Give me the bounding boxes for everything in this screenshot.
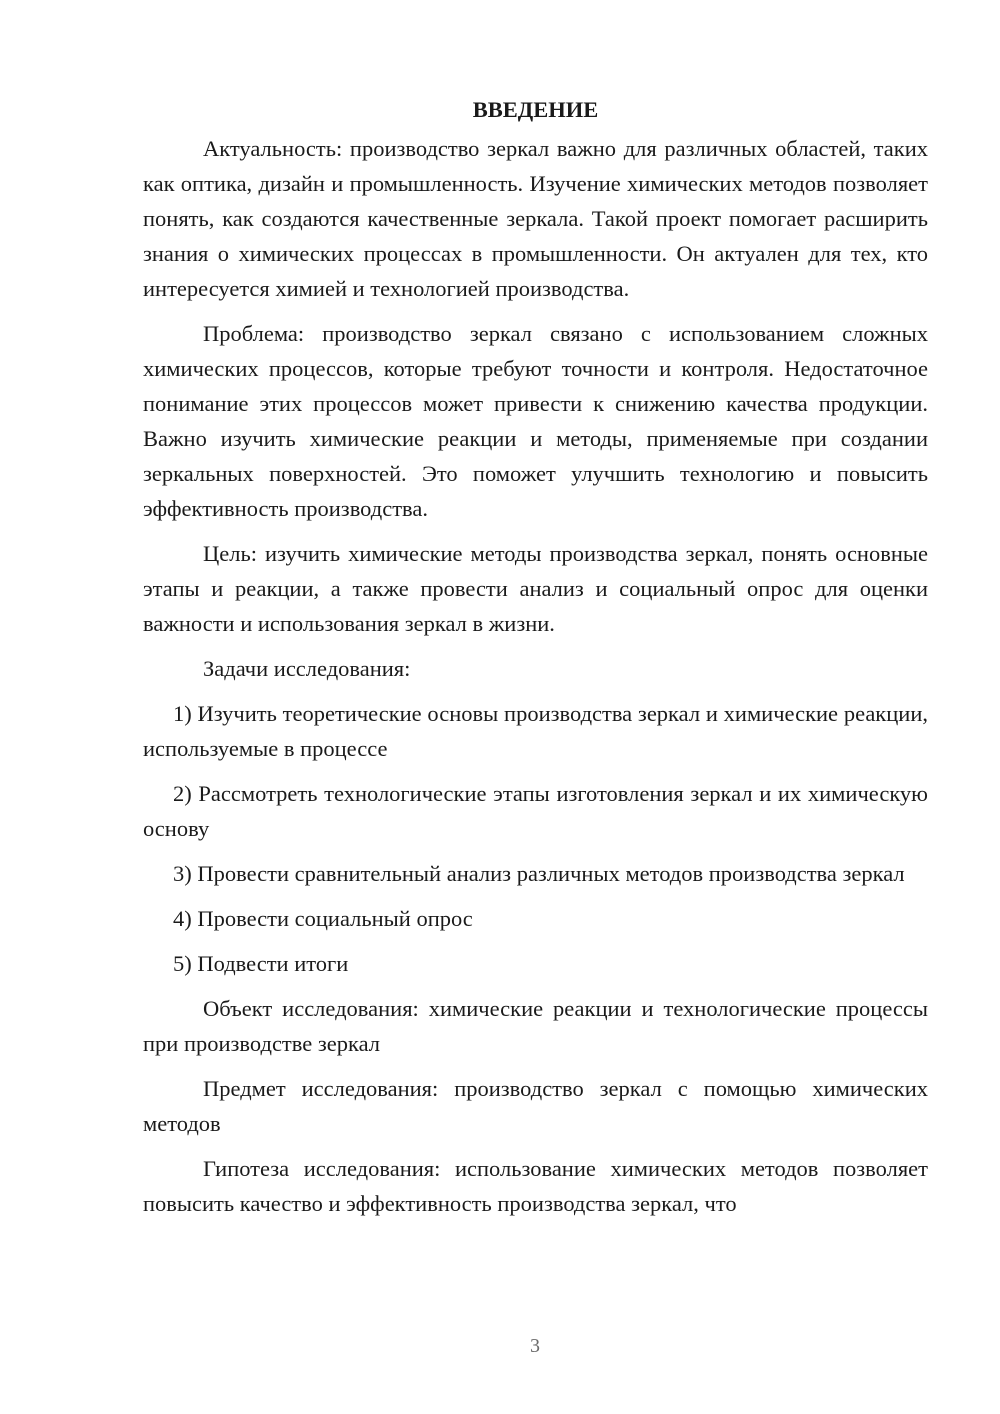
section-title: ВВЕДЕНИЕ: [472, 97, 599, 122]
page-number: 3: [530, 1335, 540, 1357]
paragraph-object: Объект исследования: химические реакции и технологические процессы при производстве зеркал: [143, 996, 928, 1056]
task-item-1: 1) Изучить теоретические основы производства зеркал и химические реакции, используемые в процессе: [143, 701, 928, 761]
paragraph-hypothesis: Гипотеза исследования: использование химических методов позволяет повысить качество и эффективность производства зеркал, что: [143, 1156, 928, 1216]
document-body: [143, 92, 928, 1221]
task-item-3: 3) Провести сравнительный анализ различных методов производства зеркал: [173, 861, 905, 886]
task-item-2: 2) Рассмотреть технологические этапы изготовления зеркал и их химическую основу: [143, 781, 928, 841]
paragraph-goal: Цель: изучить химические методы производства зеркал, понять основные этапы и реакции, а также провести анализ и социальный опрос для оценки важности и использования зеркал в жизни.: [143, 541, 928, 636]
tasks-heading: Задачи исследования:: [203, 656, 411, 681]
paragraph-problem: Проблема: производство зеркал связано с использованием сложных химических процессов, которые требуют точности и контроля. Недостаточное понимание этих процессов может привести к снижению качества продукции. Важно изучить химические реакции и методы, применяемые при создании зеркальных поверхностей. Это поможет улучшить технологию и повысить эффективность производства.: [143, 321, 928, 521]
paragraph-relevance: Актуальность: производство зеркал важно для различных областей, таких как оптика, дизайн и промышленность. Изучение химических методов позволяет понять, как создаются качественные зеркала. Такой проект помогает расширить знания о химических процессах в промышленности. Он актуален для тех, кто интересуется химией и технологией производства.: [143, 136, 928, 301]
task-item-5: 5) Подвести итоги: [173, 951, 349, 976]
paragraph-subject: Предмет исследования: производство зеркал с помощью химических методов: [143, 1076, 928, 1136]
task-item-4: 4) Провести социальный опрос: [173, 906, 473, 931]
